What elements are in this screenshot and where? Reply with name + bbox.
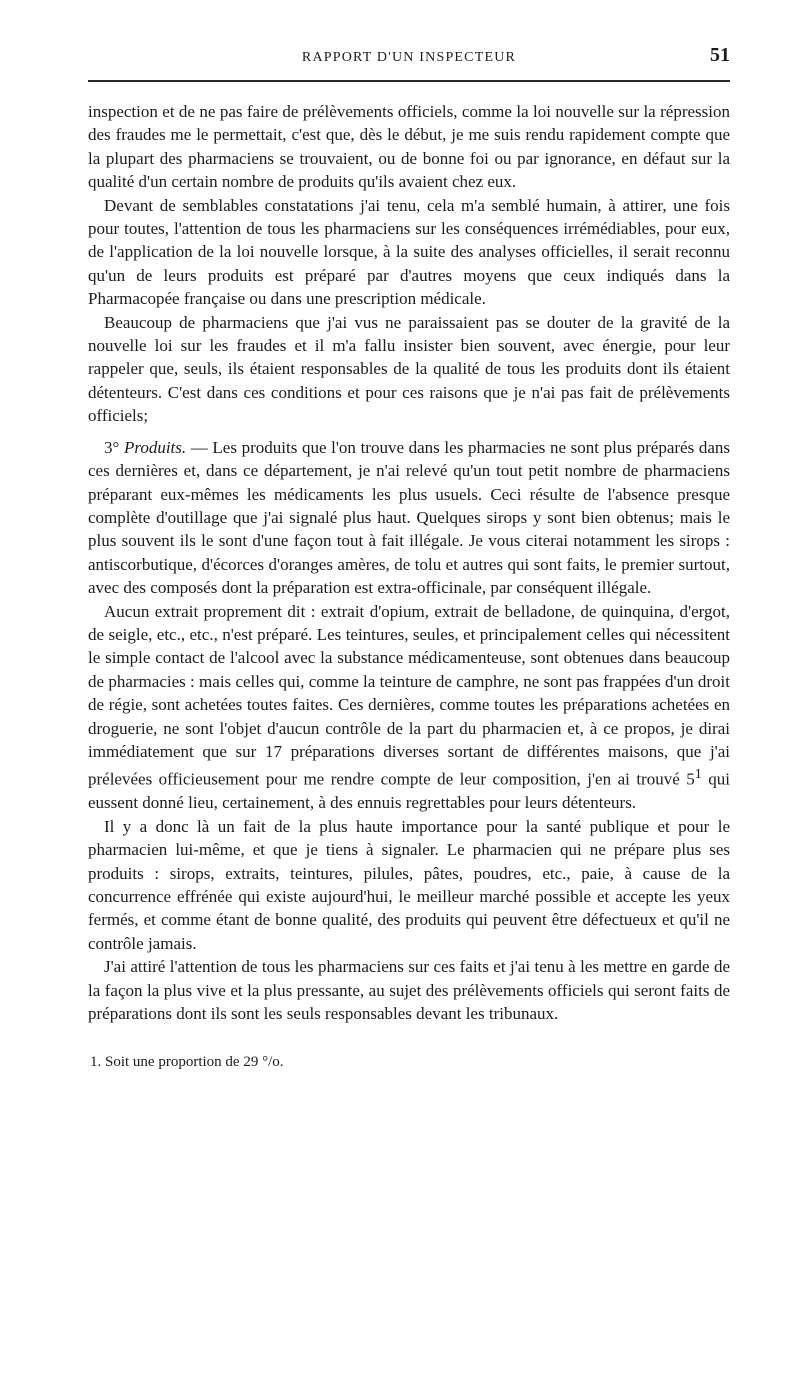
paragraph-constatations: Devant de semblables constatations j'ai tenu, cela m'a semblé humain, à attirer, une fois pour toutes, l'attention de tous les pharmaciens sur les conséquences irrémédiables, pour eux, de l'application de la loi nouvelle lorsque, à la suite des analyses officielles, il serait reconnu qu'un de leurs produits est préparé par d'autres moyens que ceux indiqués dans la Pharmacopée française ou dans une prescription médicale. — [88, 195, 730, 309]
paragraph-attention: J'ai attiré l'attention de tous les pharmaciens sur ces faits et j'ai tenu à les mettre en garde de la façon la plus vive et la plus pressante, au sujet des prélèvements officiels qui seront faits de préparations dont ils sont les seuls responsables devant les tribunaux. — [88, 957, 730, 1024]
footnote — [88, 1052, 730, 1072]
header-rule — [88, 80, 730, 82]
body-text — [88, 100, 730, 1026]
section-dash: — — [190, 437, 208, 457]
extraits-text-before: Aucun extrait proprement dit : extrait d'opium, extrait de belladone, de quinquina, d'ergot, de seigle, etc., etc., n'est préparé. Les teintures, seules, et principalement celles qui nécessitent le simple contact de l'alcool avec la substance médicamenteuse, sont obtenues dans beaucoup de pharmacies : mais celles qui, comme la teinture de camphre, ne sont pas frappées d'un droit de régie, sont achetées toutes faites. Ces dernières, comme toutes les préparations achetées en droguerie, ne sont l'objet d'aucun contrôle de la part du pharmacien et, à ce propos, je dirai immédiatement que sur 17 préparations diverses sortant de différentes maisons, que j'ai prélevées officieusement pour me rendre compte de leur composition, j'en ai trouvé — [88, 601, 730, 790]
footnote-marker: 1. — [90, 1053, 102, 1070]
running-title: RAPPORT D'UN INSPECTEUR — [301, 50, 517, 65]
page-number: 51 — [710, 44, 730, 66]
extraits-count: 5 — [686, 770, 695, 790]
section-intro: Les produits que l'on trouve dans les pharmacies ne sont plus préparés dans ces dernières et, dans ce département, je n'ai relevé qu'un tout petit nombre de pharmaciens préparant eux-mêmes les médicaments les plus usuels. Ceci résulte de l'absence presque complète d'outillage que j'ai signalé plus haut. Quelques sirops y sont bien obtenus; mais le plus souvent ils le sont d'une façon tout à fait illégale. Je vous citerai notamment les sirops : antiscorbutique, d'écorces d'oranges amères, de tolu et autres qui sont faits, le premier surtout, avec des composés dont la préparation est extra-officinale, par conséquent illégale. — [88, 437, 730, 598]
paragraph-importance: Il y a donc là un fait de la plus haute importance pour la santé publique et pour le pharmacien lui-même, et que je tiens à signaler. Le pharmacien qui ne prépare plus ses produits : sirops, extraits, teintures, pilules, pâtes, poudres, etc., paie, à cause de la concurrence effrénée qui existe aujourd'hui, le meilleur marché possible et accepte les yeux fermés, et comme étant de bonne qualité, des produits qui peuvent être défectueux et qu'il ne contrôle jamais. — [88, 816, 730, 953]
section-title: Produits. — [123, 437, 187, 457]
extraits-text-after: qui eussent donné lieu, certainement, à des ennuis regrettables pour leurs détenteurs. — [88, 770, 730, 813]
paragraph-extraits — [88, 600, 730, 815]
footnote-text: Soit une proportion de 29 °/o. — [105, 1053, 284, 1070]
paragraph-inspection: inspection et de ne pas faire de prélèvements officiels, comme la loi nouvelle sur la répression des fraudes me le permettait, c'est que, dès le début, je me suis rendu rapidement compte que la plupart des pharmaciens se trouvaient, ou de bonne foi ou par ignorance, en défaut sur la qualité d'un certain nombre de produits qu'ils avaient chez eux. — [88, 102, 730, 192]
paragraph-produits — [88, 436, 730, 600]
document-page — [88, 0, 730, 1072]
section-number: 3° — [104, 437, 120, 457]
running-header — [88, 0, 730, 82]
footnote-reference: 1 — [694, 766, 702, 783]
paragraph-gravite: Beaucoup de pharmaciens que j'ai vus ne paraissaient pas se douter de la gravité de la nouvelle loi sur les fraudes et il m'a fallu insister bien souvent, avec énergie, pour leur rappeler que, seuls, ils étaient responsables de la qualité de tous les produits dont ils étaient détenteurs. C'est dans ces conditions et pour ces raisons que je n'ai pas fait de prélèvements officiels; — [88, 312, 730, 426]
